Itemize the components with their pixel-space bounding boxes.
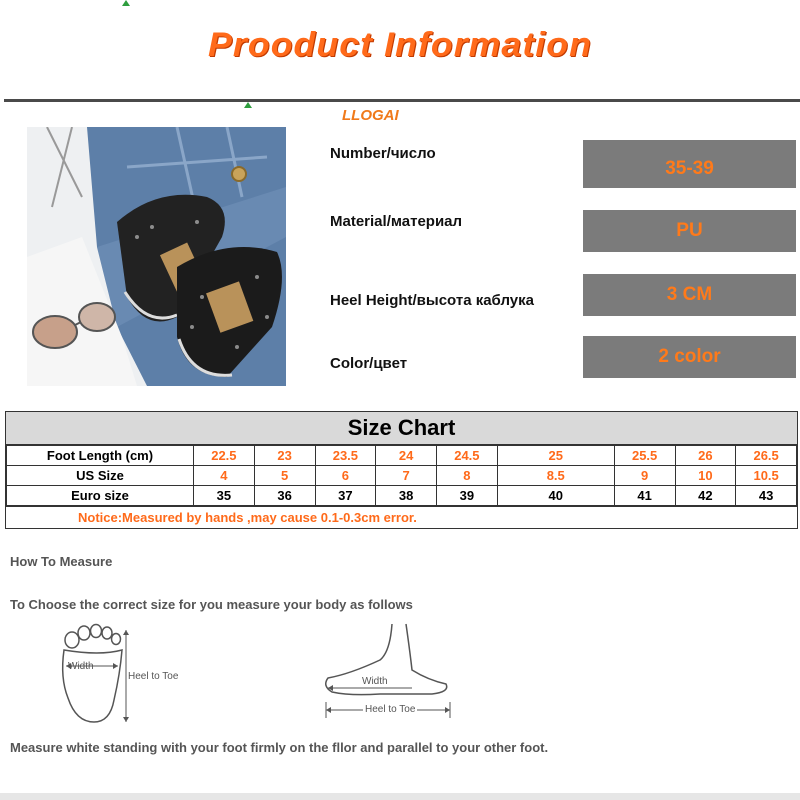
table-cell: 39	[437, 486, 498, 506]
table-cell: 25.5	[614, 446, 675, 466]
table-cell: 38	[376, 486, 437, 506]
table-cell: 4	[194, 466, 255, 486]
size-table	[6, 445, 797, 506]
table-cell: 35	[194, 486, 255, 506]
foot-top-length-label: Heel to Toe	[128, 671, 179, 682]
spec-label-material: Material/материал	[330, 213, 463, 230]
table-row	[7, 466, 797, 486]
table-cell: 10.5	[736, 466, 797, 486]
spec-label-number: Number/число	[330, 145, 436, 162]
spec-value-color: 2 color	[583, 336, 796, 378]
table-cell: 8	[437, 466, 498, 486]
table-cell: 24	[376, 446, 437, 466]
table-cell: 7	[376, 466, 437, 486]
spec-value-number: 35-39	[583, 140, 796, 188]
table-cell: 10	[675, 466, 736, 486]
table-cell: 9	[614, 466, 675, 486]
how-to-measure-subheading: To Choose the correct size for you measure your body as follows	[10, 597, 413, 612]
table-cell: 24.5	[437, 446, 498, 466]
table-cell: 8.5	[497, 466, 614, 486]
decorative-mark	[122, 0, 130, 6]
table-row	[7, 486, 797, 506]
spec-value-material: PU	[583, 210, 796, 252]
spec-label-heel-height: Heel Height/высота каблука	[330, 292, 534, 309]
table-cell: 23.5	[315, 446, 376, 466]
foot-side-length-label: Heel to Toe	[365, 704, 416, 715]
bottom-strip	[0, 793, 800, 800]
table-cell: 26	[675, 446, 736, 466]
table-cell: 37	[315, 486, 376, 506]
measure-instructions: Measure white standing with your foot firmly on the fllor and parallel to your other foot.	[10, 740, 549, 755]
table-cell: 36	[254, 486, 315, 506]
row-header: Foot Length (cm)	[7, 446, 194, 466]
product-photo	[27, 127, 286, 386]
spec-value-heel-height: 3 CM	[583, 274, 796, 316]
table-cell: 25	[497, 446, 614, 466]
table-cell: 43	[736, 486, 797, 506]
decorative-mark	[244, 102, 252, 108]
divider	[4, 99, 800, 102]
table-row	[7, 446, 797, 466]
table-cell: 23	[254, 446, 315, 466]
table-cell: 6	[315, 466, 376, 486]
brand-logo: LLOGAI	[342, 107, 399, 124]
row-header: Euro size	[7, 486, 194, 506]
spec-label-color: Color/цвет	[330, 355, 408, 372]
measurement-notice: Notice:Measured by hands ,may cause 0.1-0.3cm error.	[6, 506, 797, 528]
table-cell: 26.5	[736, 446, 797, 466]
foot-top-width-label: Width	[68, 661, 94, 672]
row-header: US Size	[7, 466, 194, 486]
table-cell: 41	[614, 486, 675, 506]
page-title: Prooduct Information	[208, 26, 592, 64]
size-chart-title: Size Chart	[6, 412, 797, 445]
table-cell: 22.5	[194, 446, 255, 466]
size-chart	[5, 411, 798, 529]
table-cell: 42	[675, 486, 736, 506]
how-to-measure-heading: How To Measure	[10, 554, 113, 569]
table-cell: 5	[254, 466, 315, 486]
table-cell: 40	[497, 486, 614, 506]
foot-side-width-label: Width	[362, 676, 388, 687]
